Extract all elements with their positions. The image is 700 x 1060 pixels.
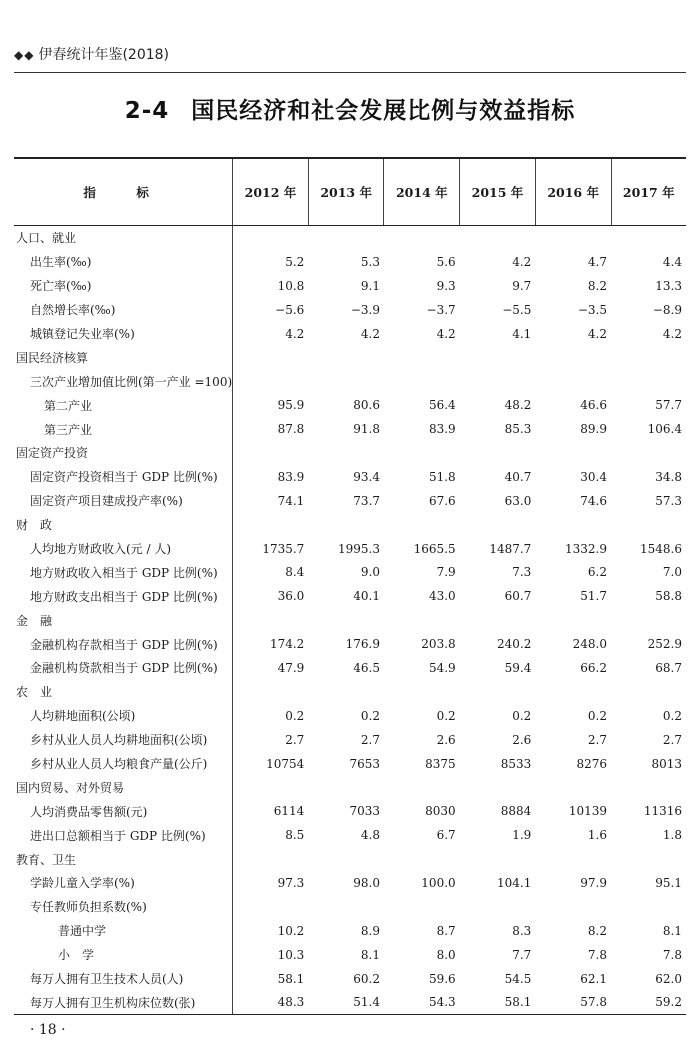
value-cell: 48.3 xyxy=(233,991,309,1015)
value-cell: 2.7 xyxy=(662,732,682,747)
value-cell: 74.1 xyxy=(277,493,305,508)
value-cell: 1995.3 xyxy=(337,541,380,556)
value-cell: 93.4 xyxy=(353,469,380,484)
value-cell: −5.5 xyxy=(502,302,532,317)
value-cell: 2.7 xyxy=(587,732,607,747)
value-cell: 9.0 xyxy=(360,565,380,580)
value-cell xyxy=(611,513,686,537)
value-cell xyxy=(233,847,309,871)
value-cell: 13.3 xyxy=(655,278,682,293)
value-cell: 63.0 xyxy=(504,493,532,508)
value-cell xyxy=(233,441,309,465)
value-cell xyxy=(233,608,309,632)
value-cell: 8.1 xyxy=(360,947,380,962)
category-label: 教育、卫生 xyxy=(14,847,233,871)
table-row xyxy=(14,417,686,441)
value-cell: 10754 xyxy=(266,756,305,771)
value-cell: 4.4 xyxy=(662,254,682,269)
value-cell: 6114 xyxy=(273,804,305,819)
value-cell: 104.1 xyxy=(496,875,532,890)
value-cell: 8.5 xyxy=(285,828,305,843)
value-cell: 9.1 xyxy=(360,278,380,293)
value-cell: 83.9 xyxy=(428,422,456,437)
indicator-label: 死亡率(‰) xyxy=(14,274,233,298)
value-cell: 51.8 xyxy=(428,469,456,484)
value-cell xyxy=(308,226,384,250)
table-row xyxy=(14,704,686,728)
value-cell xyxy=(384,775,460,799)
value-cell: 4.2 xyxy=(662,326,682,341)
page-title xyxy=(0,92,700,125)
table-row xyxy=(14,298,686,322)
value-cell: 48.2 xyxy=(504,398,532,413)
value-cell: 1665.5 xyxy=(413,541,456,556)
value-cell: 54.9 xyxy=(428,660,456,675)
indicator-label: 第三产业 xyxy=(14,417,233,441)
value-cell xyxy=(233,513,309,537)
table-row xyxy=(14,250,686,274)
value-cell: 0.2 xyxy=(512,708,532,723)
value-cell xyxy=(384,847,460,871)
indicator-label: 人均耕地面积(公顷) xyxy=(14,704,233,728)
value-cell: 4.2 xyxy=(360,326,380,341)
indicator-label: 出生率(‰) xyxy=(14,250,233,274)
value-cell: 8533 xyxy=(500,756,532,771)
indicator-label: 地方财政支出相当于 GDP 比例(%) xyxy=(14,584,233,608)
value-cell xyxy=(308,775,384,799)
value-cell: 10.2 xyxy=(277,923,305,938)
value-cell xyxy=(460,369,536,393)
value-cell: 58.1 xyxy=(460,991,536,1015)
indicator-label: 乡村从业人员人均耕地面积(公顷) xyxy=(14,728,233,752)
value-cell: 2.6 xyxy=(512,732,532,747)
value-cell: 73.7 xyxy=(353,493,380,508)
year-column-header: 2013 年 xyxy=(308,158,384,226)
value-cell: 4.2 xyxy=(512,254,532,269)
indicator-table xyxy=(14,157,686,1015)
category-row xyxy=(14,680,686,704)
running-header xyxy=(14,44,169,64)
value-cell: 4.2 xyxy=(587,326,607,341)
value-cell xyxy=(308,608,384,632)
value-cell: 203.8 xyxy=(421,637,456,652)
value-cell xyxy=(384,345,460,369)
value-cell: 240.2 xyxy=(496,637,532,652)
value-cell: 51.4 xyxy=(308,991,384,1015)
category-label: 人口、就业 xyxy=(14,226,233,250)
value-cell: 1332.9 xyxy=(565,541,607,556)
value-cell xyxy=(233,775,309,799)
value-cell: 176.9 xyxy=(345,637,380,652)
value-cell: 95.1 xyxy=(655,875,682,890)
table-row xyxy=(14,393,686,417)
table-row xyxy=(14,799,686,823)
value-cell: 43.0 xyxy=(428,589,456,604)
value-cell: 100.0 xyxy=(421,875,456,890)
value-cell xyxy=(535,847,611,871)
table-row xyxy=(14,584,686,608)
indicator-label: 普通中学 xyxy=(14,919,233,943)
value-cell: 11316 xyxy=(643,804,682,819)
value-cell: 58.1 xyxy=(277,971,305,986)
value-cell: 40.7 xyxy=(504,469,532,484)
value-cell: 8276 xyxy=(576,756,607,771)
indicator-label: 进出口总额相当于 GDP 比例(%) xyxy=(14,823,233,847)
value-cell xyxy=(535,226,611,250)
value-cell xyxy=(460,847,536,871)
value-cell xyxy=(460,895,536,919)
value-cell xyxy=(384,895,460,919)
indicator-label: 人均消费品零售额(元) xyxy=(14,799,233,823)
value-cell: 97.9 xyxy=(580,875,607,890)
value-cell: 95.9 xyxy=(277,398,305,413)
year-column-header: 2017 年 xyxy=(611,158,686,226)
table-row xyxy=(14,632,686,656)
value-cell: 80.6 xyxy=(353,398,380,413)
table-row xyxy=(14,465,686,489)
value-cell: 8.9 xyxy=(360,923,380,938)
value-cell: 0.2 xyxy=(662,708,682,723)
value-cell xyxy=(460,608,536,632)
value-cell: 47.9 xyxy=(277,660,305,675)
indicator-label: 固定资产项目建成投产率(%) xyxy=(14,489,233,513)
indicator-label: 每万人拥有卫生机构床位数(张) xyxy=(14,991,233,1015)
value-cell xyxy=(611,369,686,393)
value-cell: 1548.6 xyxy=(640,541,682,556)
value-cell xyxy=(460,345,536,369)
value-cell xyxy=(384,608,460,632)
category-row xyxy=(14,226,686,250)
value-cell: 56.4 xyxy=(428,398,456,413)
value-cell: 68.7 xyxy=(655,660,682,675)
category-label: 农 业 xyxy=(14,680,233,704)
value-cell xyxy=(308,895,384,919)
value-cell: 8.7 xyxy=(436,923,456,938)
value-cell: −5.6 xyxy=(275,302,305,317)
diamond-bullet-icon: ◆◆ xyxy=(14,48,35,62)
table-row xyxy=(14,919,686,943)
value-cell: 97.3 xyxy=(277,875,305,890)
value-cell: 8030 xyxy=(425,804,456,819)
value-cell: 5.6 xyxy=(436,254,456,269)
value-cell: 46.6 xyxy=(580,398,607,413)
value-cell: 6.7 xyxy=(436,828,456,843)
indicator-column-header: 指 标 xyxy=(14,158,233,226)
value-cell: 0.2 xyxy=(436,708,456,723)
value-cell: 5.3 xyxy=(360,254,380,269)
value-cell: 4.2 xyxy=(436,326,456,341)
value-cell xyxy=(384,226,460,250)
value-cell: 57.8 xyxy=(535,991,611,1015)
value-cell: 8.0 xyxy=(436,947,456,962)
value-cell xyxy=(611,345,686,369)
value-cell xyxy=(535,441,611,465)
value-cell: 8013 xyxy=(651,756,682,771)
indicator-label: 小 学 xyxy=(14,943,233,967)
value-cell xyxy=(611,895,686,919)
value-cell: −3.7 xyxy=(426,302,456,317)
value-cell: 2.6 xyxy=(436,732,456,747)
value-cell xyxy=(308,369,384,393)
year-column-header: 2014 年 xyxy=(384,158,460,226)
value-cell: 59.6 xyxy=(428,971,456,986)
table-row xyxy=(14,322,686,346)
value-cell: 2.7 xyxy=(285,732,305,747)
value-cell: 74.6 xyxy=(580,493,607,508)
value-cell xyxy=(535,345,611,369)
value-cell: 7.0 xyxy=(662,565,682,580)
value-cell: 0.2 xyxy=(360,708,380,723)
value-cell: 7653 xyxy=(349,756,380,771)
value-cell: 54.3 xyxy=(384,991,460,1015)
value-cell: 5.2 xyxy=(285,254,305,269)
value-cell: 9.3 xyxy=(436,278,456,293)
indicator-label: 专任教师负担系数(%) xyxy=(14,895,233,919)
year-column-header: 2012 年 xyxy=(233,158,309,226)
value-cell: 8884 xyxy=(500,804,532,819)
table-header-row xyxy=(14,158,686,226)
table-row xyxy=(14,752,686,776)
value-cell: 4.8 xyxy=(360,828,380,843)
value-cell: 85.3 xyxy=(504,422,532,437)
header-divider xyxy=(14,72,686,73)
value-cell xyxy=(233,226,309,250)
indicator-label: 每万人拥有卫生技术人员(人) xyxy=(14,967,233,991)
table-number: 2-4 xyxy=(124,98,170,124)
value-cell xyxy=(535,513,611,537)
value-cell: 62.0 xyxy=(655,971,682,986)
value-cell xyxy=(233,895,309,919)
table-row xyxy=(14,560,686,584)
value-cell: −8.9 xyxy=(652,302,682,317)
category-label: 国民经济核算 xyxy=(14,345,233,369)
table-title: 国民经济和社会发展比例与效益指标 xyxy=(191,98,576,124)
value-cell: 4.2 xyxy=(285,326,305,341)
value-cell: 7.9 xyxy=(436,565,456,580)
value-cell: 36.0 xyxy=(277,589,305,604)
value-cell: 2.7 xyxy=(360,732,380,747)
indicator-label: 人均地方财政收入(元 / 人) xyxy=(14,537,233,561)
category-row xyxy=(14,369,686,393)
year-column-header: 2016 年 xyxy=(535,158,611,226)
value-cell: 98.0 xyxy=(353,875,380,890)
value-cell: 8.1 xyxy=(662,923,682,938)
value-cell: 1.9 xyxy=(512,828,532,843)
value-cell xyxy=(308,513,384,537)
value-cell: 58.8 xyxy=(655,589,682,604)
value-cell: 87.8 xyxy=(277,422,305,437)
value-cell xyxy=(611,608,686,632)
value-cell: 46.5 xyxy=(353,660,380,675)
table-row xyxy=(14,537,686,561)
value-cell: 7.7 xyxy=(512,947,532,962)
page-number: · 18 · xyxy=(30,1022,66,1038)
value-cell xyxy=(611,847,686,871)
value-cell: 4.7 xyxy=(587,254,607,269)
value-cell xyxy=(460,680,536,704)
value-cell: 54.5 xyxy=(504,971,532,986)
category-label: 财 政 xyxy=(14,513,233,537)
value-cell: 10.8 xyxy=(277,278,305,293)
value-cell: 9.7 xyxy=(512,278,532,293)
value-cell xyxy=(308,345,384,369)
value-cell: 10139 xyxy=(568,804,607,819)
category-row xyxy=(14,847,686,871)
value-cell: 4.1 xyxy=(512,326,532,341)
value-cell: 66.2 xyxy=(580,660,607,675)
category-row xyxy=(14,345,686,369)
category-row xyxy=(14,775,686,799)
indicator-label: 城镇登记失业率(%) xyxy=(14,322,233,346)
value-cell: 57.7 xyxy=(655,398,682,413)
value-cell xyxy=(535,895,611,919)
table-row xyxy=(14,823,686,847)
value-cell: 8.2 xyxy=(587,278,607,293)
indicator-label: 三次产业增加值比例(第一产业 =100) xyxy=(14,369,233,393)
indicator-label: 固定资产投资相当于 GDP 比例(%) xyxy=(14,465,233,489)
year-column-header: 2015 年 xyxy=(460,158,536,226)
value-cell xyxy=(308,441,384,465)
value-cell: 6.2 xyxy=(587,565,607,580)
value-cell: 91.8 xyxy=(353,422,380,437)
value-cell xyxy=(611,680,686,704)
value-cell: 83.9 xyxy=(277,469,305,484)
value-cell: 174.2 xyxy=(269,637,305,652)
value-cell xyxy=(535,775,611,799)
value-cell: 89.9 xyxy=(580,422,607,437)
value-cell xyxy=(611,775,686,799)
value-cell: 8375 xyxy=(425,756,456,771)
value-cell xyxy=(460,226,536,250)
indicator-label: 乡村从业人员人均粮食产量(公斤) xyxy=(14,752,233,776)
value-cell: 60.7 xyxy=(504,589,532,604)
value-cell xyxy=(384,513,460,537)
value-cell: 8.4 xyxy=(285,565,305,580)
table-body xyxy=(14,226,686,1015)
value-cell: 7.3 xyxy=(512,565,532,580)
value-cell xyxy=(233,680,309,704)
value-cell: 7.8 xyxy=(587,947,607,962)
value-cell: −3.5 xyxy=(577,302,607,317)
value-cell: 59.2 xyxy=(611,991,686,1015)
value-cell: 1.8 xyxy=(662,828,682,843)
value-cell: 67.6 xyxy=(428,493,456,508)
category-label: 国内贸易、对外贸易 xyxy=(14,775,233,799)
table-row xyxy=(14,871,686,895)
value-cell xyxy=(308,680,384,704)
value-cell: 248.0 xyxy=(572,637,607,652)
value-cell: 34.8 xyxy=(655,469,682,484)
value-cell: 10.3 xyxy=(277,947,305,962)
table-row xyxy=(14,489,686,513)
value-cell: 62.1 xyxy=(580,971,607,986)
value-cell: 0.2 xyxy=(285,708,305,723)
table-row xyxy=(14,991,686,1015)
value-cell: 1735.7 xyxy=(262,541,305,556)
value-cell: 0.2 xyxy=(587,708,607,723)
value-cell: 7.8 xyxy=(662,947,682,962)
value-cell: 60.2 xyxy=(353,971,380,986)
value-cell: 1.6 xyxy=(587,828,607,843)
book-title: 伊春统计年鉴(2018) xyxy=(38,47,170,63)
value-cell: 30.4 xyxy=(580,469,607,484)
value-cell xyxy=(233,345,309,369)
value-cell xyxy=(535,608,611,632)
value-cell: 1487.7 xyxy=(489,541,532,556)
value-cell xyxy=(535,369,611,393)
category-row xyxy=(14,441,686,465)
value-cell: 40.1 xyxy=(353,589,380,604)
value-cell xyxy=(611,441,686,465)
category-label: 固定资产投资 xyxy=(14,441,233,465)
value-cell xyxy=(233,369,309,393)
value-cell: 51.7 xyxy=(580,589,607,604)
table-row xyxy=(14,967,686,991)
value-cell xyxy=(384,369,460,393)
category-row xyxy=(14,608,686,632)
indicator-label: 地方财政收入相当于 GDP 比例(%) xyxy=(14,560,233,584)
value-cell: 106.4 xyxy=(647,422,682,437)
table-row xyxy=(14,943,686,967)
value-cell xyxy=(460,775,536,799)
indicator-label: 学龄儿童入学率(%) xyxy=(14,871,233,895)
value-cell: 57.3 xyxy=(655,493,682,508)
value-cell: 252.9 xyxy=(647,637,682,652)
category-row xyxy=(14,513,686,537)
value-cell xyxy=(460,441,536,465)
value-cell xyxy=(308,847,384,871)
category-row xyxy=(14,895,686,919)
value-cell xyxy=(535,680,611,704)
value-cell xyxy=(460,513,536,537)
indicator-label: 金融机构存款相当于 GDP 比例(%) xyxy=(14,632,233,656)
indicator-label: 自然增长率(‰) xyxy=(14,298,233,322)
value-cell: −3.9 xyxy=(350,302,380,317)
value-cell: 8.3 xyxy=(512,923,532,938)
value-cell xyxy=(611,226,686,250)
value-cell xyxy=(384,680,460,704)
indicator-label: 金融机构贷款相当于 GDP 比例(%) xyxy=(14,656,233,680)
table-row xyxy=(14,274,686,298)
category-label: 金 融 xyxy=(14,608,233,632)
value-cell: 59.4 xyxy=(504,660,532,675)
value-cell xyxy=(384,441,460,465)
indicator-label: 第二产业 xyxy=(14,393,233,417)
table-row xyxy=(14,728,686,752)
value-cell: 7033 xyxy=(349,804,380,819)
table-row xyxy=(14,656,686,680)
value-cell: 8.2 xyxy=(587,923,607,938)
